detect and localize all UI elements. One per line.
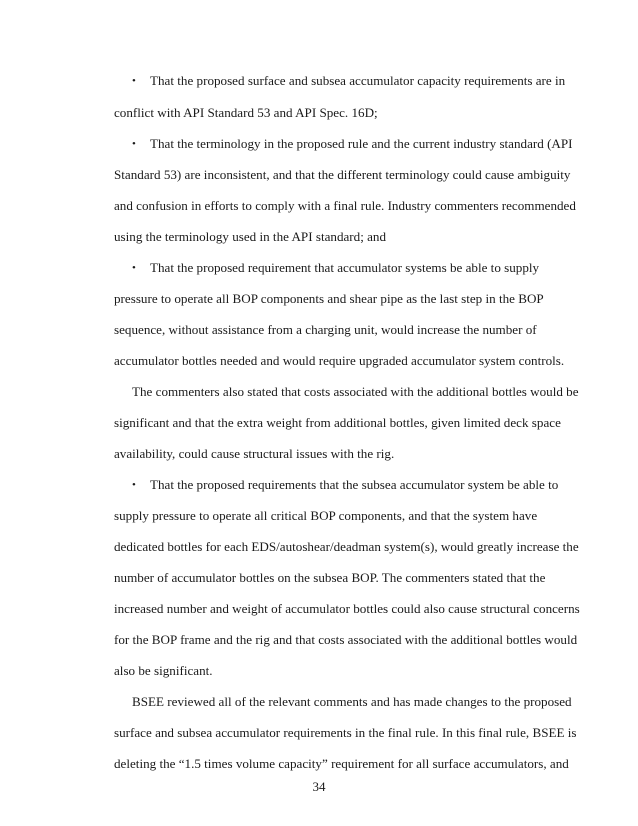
bullet-marker: • [132, 138, 136, 150]
text-line: That the proposed surface and subsea accumulator capacity requirements are in [150, 73, 566, 88]
text-line: number of accumulator bottles on the subsea BOP. The commenters stated that the [114, 570, 546, 585]
text-line: sequence, without assistance from a charging unit, would increase the number of [114, 322, 537, 337]
page-number: 34 [312, 779, 326, 794]
text-line: pressure to operate all BOP components and shear pipe as the last step in the BOP [114, 291, 544, 306]
text-line: The commenters also stated that costs associated with the additional bottles would be [132, 384, 579, 399]
text-line: surface and subsea accumulator requirements in the final rule. In this final rule, BSEE is [114, 725, 577, 740]
text-line: availability, could cause structural issues with the rig. [114, 446, 395, 461]
text-line: That the proposed requirement that accumulator systems be able to supply [150, 260, 540, 275]
text-line: BSEE reviewed all of the relevant comments and has made changes to the proposed [132, 694, 572, 709]
text-line: accumulator bottles needed and would require upgraded accumulator system controls. [114, 353, 565, 368]
text-line: dedicated bottles for each EDS/autoshear/deadman system(s), would greatly increase the [114, 539, 579, 554]
text-line: for the BOP frame and the rig and that costs associated with the additional bottles would [114, 632, 578, 647]
text-line: conflict with API Standard 53 and API Spec. 16D; [114, 105, 378, 120]
text-line: That the terminology in the proposed rule and the current industry standard (API [150, 136, 573, 151]
bullet-marker: • [132, 262, 136, 274]
text-line: deleting the “1.5 times volume capacity” requirement for all surface accumulators, and [114, 756, 569, 771]
bullet-marker: • [132, 75, 136, 87]
text-line: using the terminology used in the API standard; and [114, 229, 387, 244]
bullet-marker: • [132, 479, 136, 491]
text-line: Standard 53) are inconsistent, and that the different terminology could cause ambiguity [114, 167, 571, 182]
text-line: increased number and weight of accumulator bottles could also cause structural concerns [114, 601, 580, 616]
text-line: also be significant. [114, 663, 213, 678]
text-line: significant and that the extra weight from additional bottles, given limited deck space [114, 415, 561, 430]
text-line: and confusion in efforts to comply with a final rule. Industry commenters recommended [114, 198, 576, 213]
text-line: That the proposed requirements that the subsea accumulator system be able to [150, 477, 559, 492]
text-line: supply pressure to operate all critical BOP components, and that the system have [114, 508, 538, 523]
